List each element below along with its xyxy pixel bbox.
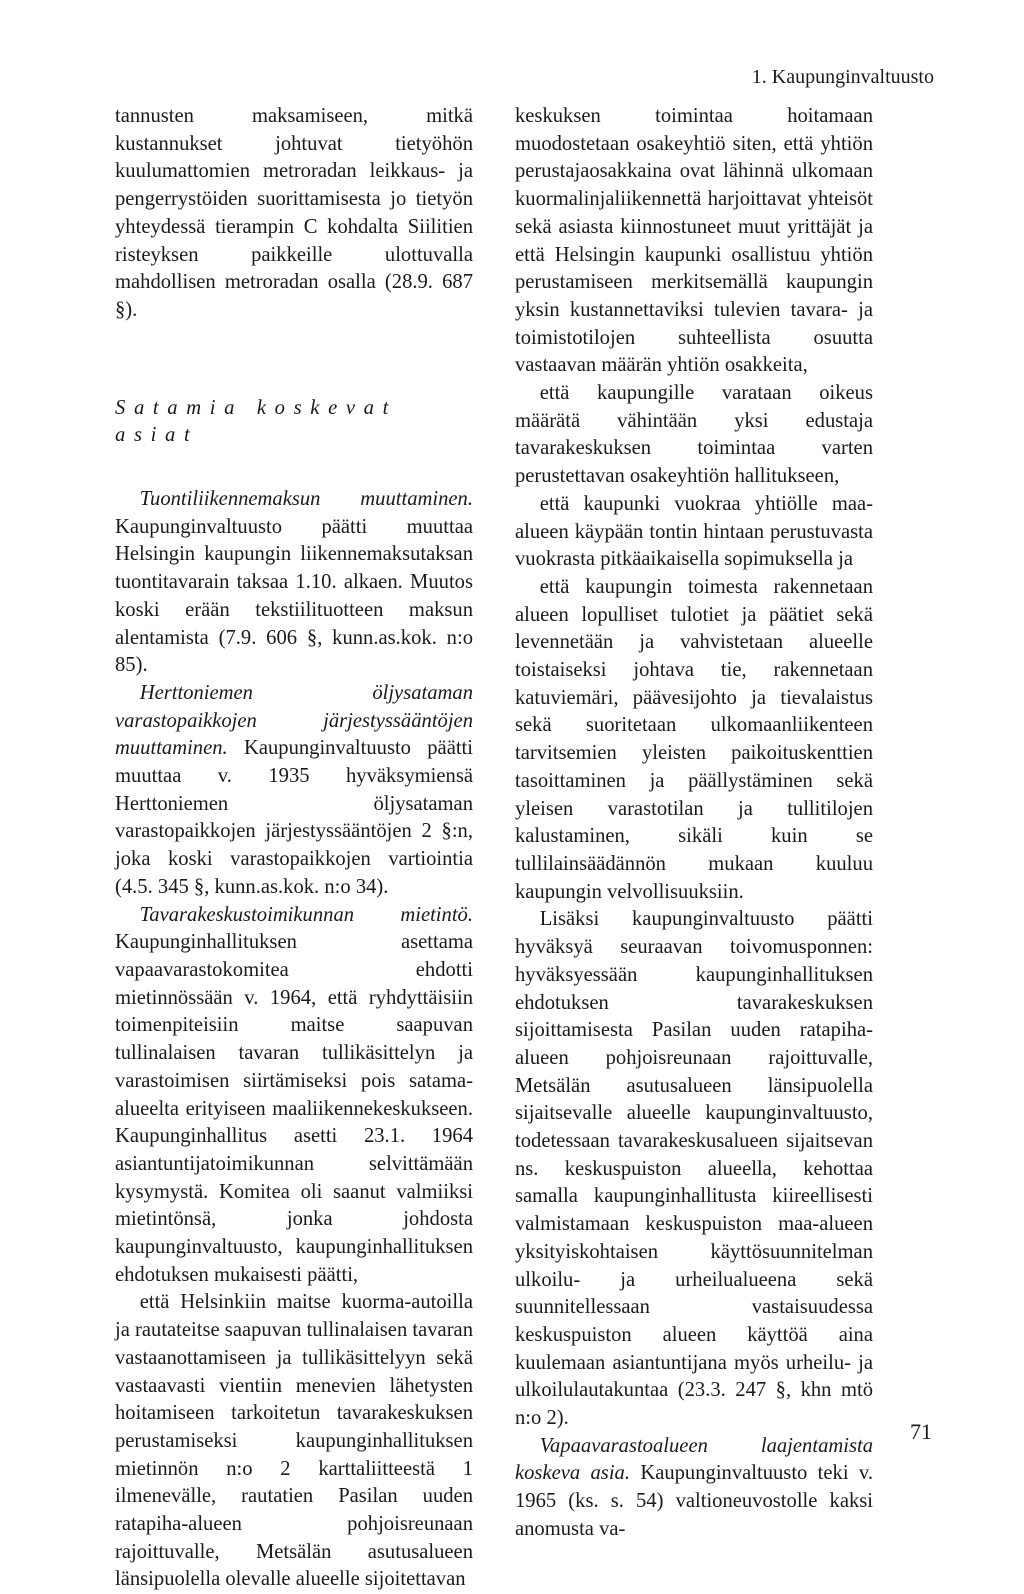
paragraph <box>115 486 473 680</box>
paragraph <box>115 680 473 902</box>
running-head: 1. Kaupunginvaltuusto <box>751 66 934 88</box>
paragraph-body: Kaupunginvaltuusto päätti muuttaa v. 1935 hyväksymiensä Herttoniemen öljysataman varastopaikkojen järjestyssääntöjen 2 §:n, joka koski varastopaikkojen vartiointia (4.5. 345 §, kunn.as.kok. n:o 34). <box>115 737 473 898</box>
paragraph: että kaupungin toimesta rakennetaan alueen lopulliset tulotiet ja päätiet sekä levennetään ja vahvistetaan alueelle toistaiseksi johtava tie, rakennetaan katuviemäri, päävesijohto ja tievalaistus sekä suoritetaan ulkomaanliikenteen tarvitsemien yleisten paikoituskenttien tasoittaminen ja päällystäminen sekä yleisen varastotilan ja tullitilojen kalustaminen, sikäli kuin se tullilainsäädännön mukaan kuuluu kaupungin velvollisuuksiin. <box>515 575 873 903</box>
paragraph: että kaupunki vuokraa yhtiölle maa-alueen käypään tontin hintaan perustuvasta vuokrasta pitkäaikaisella sopimuksella ja <box>515 492 873 571</box>
paragraph-title: Tuontiliikennemaksun muuttaminen. <box>139 488 473 511</box>
paragraph <box>115 902 473 1290</box>
paragraph-title: Tavarakeskustoimikunnan mietintö. <box>139 903 473 926</box>
page-number: 71 <box>910 1419 932 1444</box>
paragraph-title: Herttoniemen öljysataman varastopaikkojen järjestyssääntöjen muuttaminen. <box>115 681 473 760</box>
paragraph-body: Kaupunginhallituksen asettama vapaavarastokomitea ehdotti mietinnössään v. 1964, että ryhdyttäisiin toimenpiteisiin maitse saapuvan tullinalaisen tavaran tullikäsittelyn ja varastoimisen siirtämiseksi pois satama-alueelta erityiseen maaliikennekeskukseen. Kaupunginhallitus asetti 23.1. 1964 asiantuntijatoimikunnan selvittämään kysymystä. Komitea oli saanut valmiiksi mietintönsä, jonka johdosta kaupunginvaltuusto, kaupunginhallituksen ehdotuksen mukaisesti päätti, <box>115 931 473 1286</box>
section-heading: Satamia koskevat asiat <box>115 396 397 447</box>
paragraph <box>515 1433 873 1544</box>
paragraph: keskuksen toimintaa hoitamaan muodostetaan osakeyhtiö siten, että yhtiön perustajaosakkaina ovat lähinnä ulkomaan kuormalinjaliikennettä harjoittavat yhteisöt sekä asiasta kiinnostuneet muut yrittäjät ja että Helsingin kaupunki osallistuu yhtiön perustamiseen merkitsemällä kaupungin yksin kustannettaviksi tulevien tavara- ja toimistotilojen suhteellista osuutta vastaavan määrän yhtiön osakkeita, <box>515 105 873 377</box>
paragraph-body: Kaupunginvaltuusto päätti muuttaa Helsingin kaupungin liikennemaksutaksan tuontitavarain taksaa 1.10. alkaen. Muutos koski erään tekstiilituotteen maksun alentamista (7.9. 606 §, kunn.as.kok. n:o 85). <box>115 515 473 677</box>
paragraph: että kaupungille varataan oikeus määrätä vähintään yksi edustaja tavarakeskuksen toimintaa varten perustettavan osakeyhtiön hallitukseen, <box>515 382 873 488</box>
paragraph: Lisäksi kaupunginvaltuusto päätti hyväksyä seuraavan toivomusponnen: hyväksyessään kaupunginhallituksen ehdotuksen tavarakeskuksen sijoittamisesta Pasilan uuden ratapiha-alueen pohjoisreunaan rajoittuvalle, Metsälän asutusalueen länsipuolella sijaitsevalle alueelle kaupunginvaltuusto, todetessaan tavarakeskusalueen sijaitsevan ns. keskuspuiston alueella, kehottaa samalla kaupunginhallitusta kiireellisesti valmistamaan keskuspuiston maa-alueen yksityiskohtaisen käyttösuunnitelman ulkoilu- ja urheilualueena sekä suunnitellessaan vastaisuudessa keskuspuiston alueen käyttöä aina kuulemaan asiantuntijana myös urheilu- ja ulkoilulautakuntaa (23.3. 247 §, khn mtö n:o 2). <box>515 908 873 1430</box>
right-column <box>515 103 873 1544</box>
paragraph: että Helsinkiin maitse kuorma-autoilla ja rautateitse saapuvan tullinalaisen tavaran vastaanottamiseen ja tullikäsittelyyn sekä vastaavasti vientiin menevien lähetysten hoitamiseen tarkoitetun tavarakeskuksen perustamiseksi kaupunginhallituksen mietinnön n:o 2 karttaliitteestä 1 ilmenevälle, rautatien Pasilan uuden ratapiha-alueen pohjoisreunaan rajoittuvalle, Metsälän asutusalueen länsipuolella olevalle alueelle sijoitettavan <box>115 1291 473 1591</box>
paragraph-body: Kaupunginvaltuusto teki v. 1965 (ks. s. 54) valtioneuvostolle kaksi anomusta va- <box>515 1462 873 1540</box>
paragraph: tannusten maksamiseen, mitkä kustannukset johtuvat tietyöhön kuulumattomien metroradan leikkaus- ja pengerrystöiden suorittamisesta jo tietyön yhteydessä tierampin C kohdalta Siilitien risteyksen paikkeille ulottuvalla mahdollisen metroradan osalla (28.9. 687 §). <box>115 105 473 321</box>
paragraph-title: Vapaavarastoalueen laajentamista koskeva asia. <box>515 1434 873 1485</box>
left-column <box>115 103 473 1594</box>
